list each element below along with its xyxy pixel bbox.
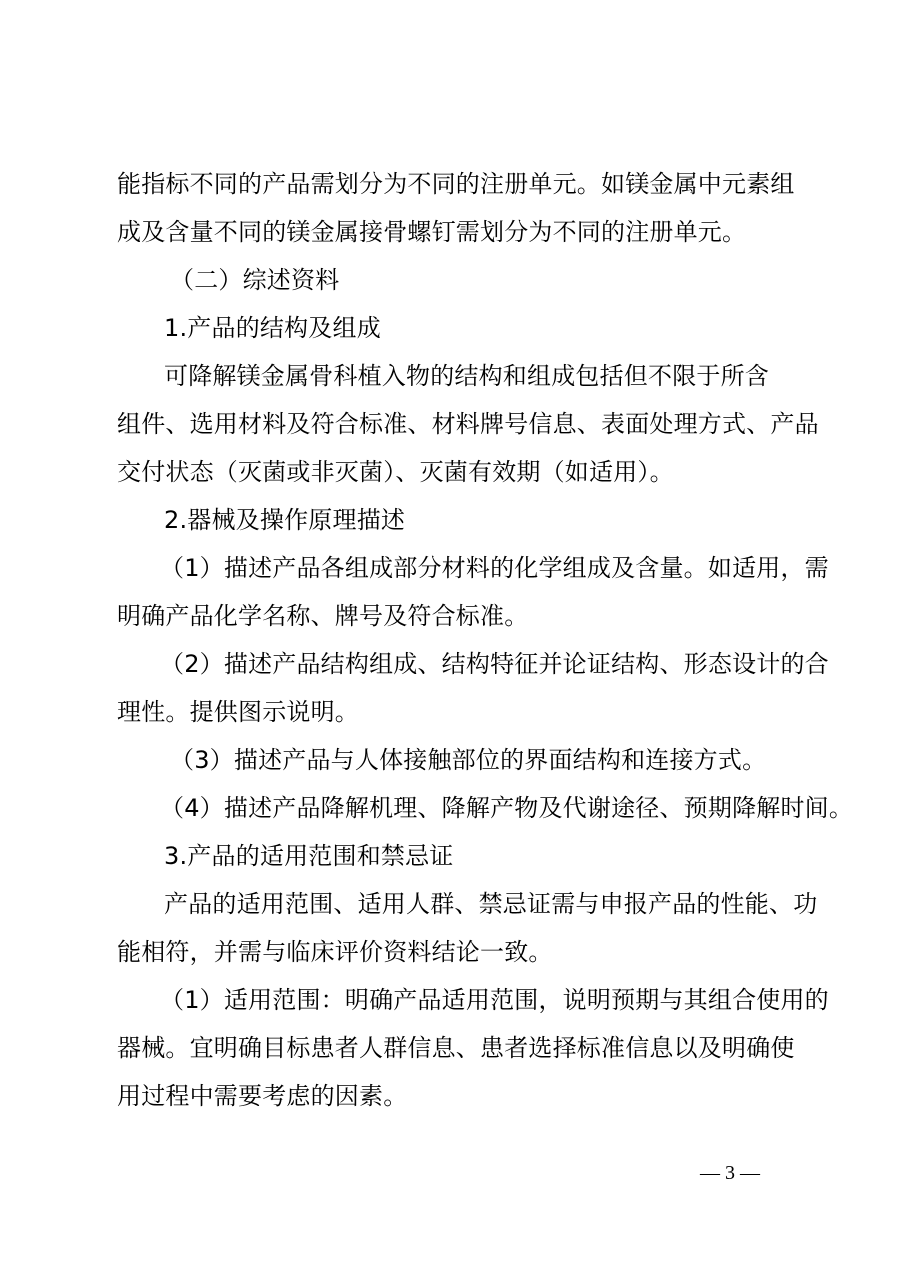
body-text-line: 成及含量不同的镁金属接骨螺钉需划分为不同的注册单元。 — [117, 218, 747, 246]
list-item: （1）描述产品各组成部分材料的化学组成及含量。如适用，需 — [160, 554, 829, 582]
body-text-line: 组件、选用材料及符合标准、材料牌号信息、表面处理方式、产品 — [117, 410, 819, 438]
body-text-line: 产品的适用范围、适用人群、禁忌证需与申报产品的性能、功 — [164, 890, 818, 918]
subsection-heading: 1.产品的结构及组成 — [164, 314, 381, 342]
body-text-line: 可降解镁金属骨科植入物的结构和组成包括但不限于所含 — [164, 362, 769, 390]
body-text-line: 器械。宜明确目标患者人群信息、患者选择标准信息以及明确使 — [117, 1034, 795, 1062]
body-text-line: 能相符，并需与临床评价资料结论一致。 — [117, 938, 553, 966]
section-heading: （二）综述资料 — [170, 266, 340, 294]
body-text-line: 用过程中需要考虑的因素。 — [117, 1082, 408, 1110]
body-text-line: 理性。提供图示说明。 — [117, 698, 359, 726]
list-item: （3）描述产品与人体接触部位的界面结构和连接方式。 — [170, 746, 767, 774]
page-number: — 3 — — [700, 1162, 760, 1184]
body-text-line: 能指标不同的产品需划分为不同的注册单元。如镁金属中元素组 — [117, 170, 795, 198]
subsection-heading: 3.产品的适用范围和禁忌证 — [164, 842, 454, 870]
list-item: （2）描述产品结构组成、结构特征并论证结构、形态设计的合 — [160, 650, 829, 678]
list-item: （4）描述产品降解机理、降解产物及代谢途径、预期降解时间。 — [160, 794, 854, 822]
subsection-heading: 2.器械及操作原理描述 — [164, 506, 406, 534]
body-text-line: 明确产品化学名称、牌号及符合标准。 — [117, 602, 529, 630]
body-text-line: 交付状态（灭菌或非灭菌）、灭菌有效期（如适用）。 — [117, 458, 674, 486]
list-item: （1）适用范围：明确产品适用范围，说明预期与其组合使用的 — [160, 986, 829, 1014]
